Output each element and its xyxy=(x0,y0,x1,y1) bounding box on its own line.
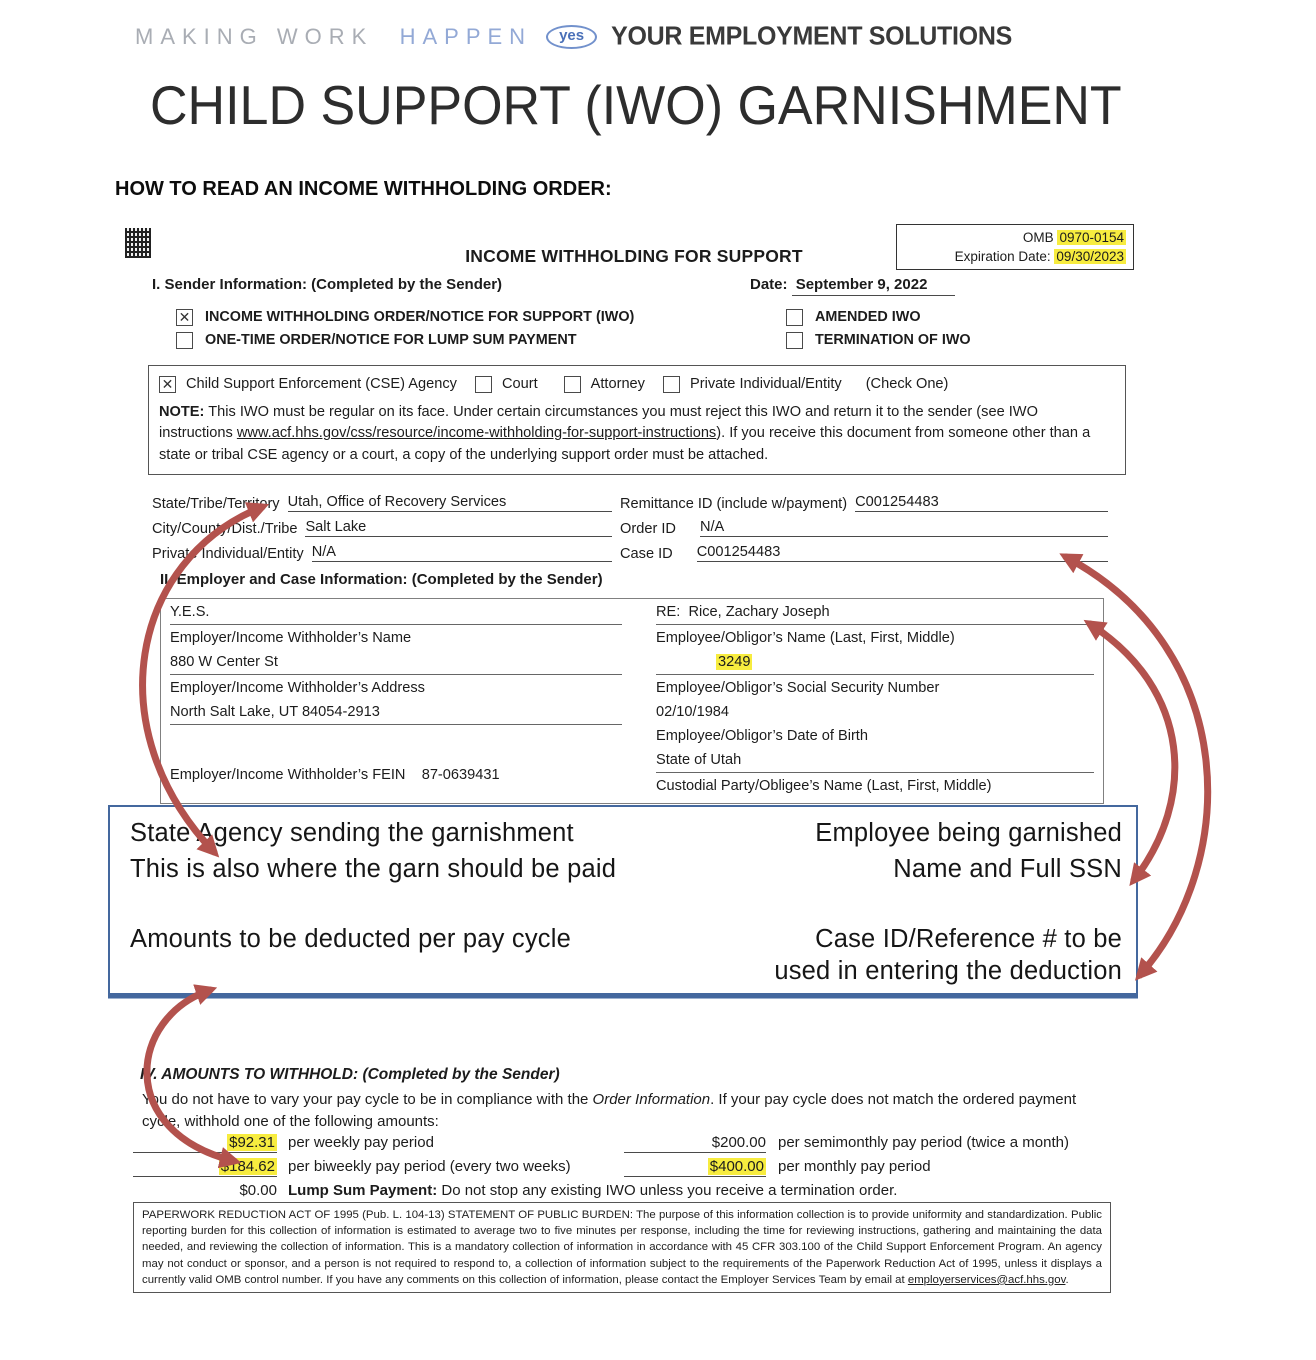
yes-logo-icon: yes xyxy=(546,25,597,49)
field-city-county xyxy=(152,519,612,537)
sender-id-fields-left xyxy=(152,494,612,569)
omb-number: 0970-0154 xyxy=(1059,230,1124,245)
omb-exp-label: Expiration Date: xyxy=(954,249,1051,264)
callout-state-agency: State Agency sending the garnishment xyxy=(130,819,574,847)
date-value: September 9, 2022 xyxy=(792,276,956,296)
annotation-callout-box xyxy=(108,805,1138,998)
weekly-amount: $92.31 xyxy=(229,1134,275,1151)
paperwork-body: The purpose of this information collection is to provide uniformity and standardization. Public reporting burden for this collection of information is estimated to average two to five minutes per response, including the time for reviewing instructions, gathering and maintaining the data needed, and reviewing the collection of information. This is a mandatory collection of information in accordance with 45 CFR 303.100 of the Child Support Enforcement Program. An agency may not conduct or sponsor, and a person is not required to respond to, a collection of information subject to the requirements of the Paperwork Reduction Act of 1995, unless it displays a currently valid OMB control number. If you have any comments on this collection of information, please contact the Employer Services Team by email at xyxy=(142,1209,1102,1286)
amended-checkbox-label: AMENDED IWO xyxy=(815,309,921,325)
omb-box xyxy=(896,224,1134,270)
field-remittance-id xyxy=(620,494,1108,512)
remittance-id-value: C001254483 xyxy=(855,494,1108,512)
fein-label: Employer/Income Withholder’s FEIN xyxy=(170,767,406,783)
field-case-id xyxy=(620,544,1108,562)
attorney-label: Attorney xyxy=(590,376,645,392)
para-pre: You do not have to vary your pay cycle to be in compliance with the xyxy=(142,1091,593,1108)
section1-heading: I. Sender Information: (Completed by the Sender) xyxy=(152,276,503,293)
monthly-label: per monthly pay period xyxy=(778,1158,931,1175)
sender-id-fields-right xyxy=(620,494,1108,569)
tagline-gray: MAKING WORK xyxy=(135,23,374,49)
note-label: NOTE: xyxy=(159,403,205,420)
amount-row-weekly xyxy=(114,1134,1114,1156)
date-label: Date: xyxy=(750,276,788,293)
date-line xyxy=(750,276,955,293)
court-checkbox xyxy=(475,376,492,393)
remittance-id-label: Remittance ID (include w/payment) xyxy=(620,496,848,512)
employer-services-email-link[interactable]: employerservices@acf.hhs.gov xyxy=(907,1273,1066,1286)
check-one-label: (Check One) xyxy=(865,376,949,392)
site-header xyxy=(135,22,1012,51)
order-id-label: Order ID xyxy=(620,521,676,537)
court-label: Court xyxy=(501,376,538,392)
callout-name-ssn: Name and Full SSN xyxy=(893,855,1122,883)
checkbox-row-lump xyxy=(176,332,736,349)
brand-tagline xyxy=(135,24,532,50)
iwo-form-document xyxy=(114,216,1138,1308)
fein-value: 87-0639431 xyxy=(421,767,500,783)
callout-case-ref-1: Case ID/Reference # to be xyxy=(815,925,1122,953)
paperwork-heading: PAPERWORK REDUCTION ACT OF 1995 (Pub. L. 104-13) STATEMENT OF PUBLIC BURDEN: xyxy=(142,1209,634,1221)
omb-number-line xyxy=(904,228,1126,247)
biweekly-amount: $184.62 xyxy=(220,1158,275,1175)
monthly-amount-cell xyxy=(624,1158,766,1177)
re-row xyxy=(656,602,1094,625)
omb-exp-line xyxy=(904,247,1126,266)
state-tribe-value: Utah, Office of Recovery Services xyxy=(288,494,612,512)
employer-case-box xyxy=(160,598,1104,804)
employer-address-label: Employer/Income Withholder’s Address xyxy=(170,680,425,696)
city-county-value: Salt Lake xyxy=(305,519,612,537)
employer-address2-value: North Salt Lake, UT 84054-2913 xyxy=(170,702,622,725)
lump-amount: $0.00 xyxy=(239,1182,277,1199)
checkbox-row-termination xyxy=(786,332,1106,349)
iwo-checkbox xyxy=(176,309,193,326)
lump-checkbox-label: ONE-TIME ORDER/NOTICE FOR LUMP SUM PAYMENT xyxy=(205,332,577,348)
lump-text: Do not stop any existing IWO unless you receive a termination order. xyxy=(437,1182,898,1199)
note-paragraph xyxy=(159,402,1115,467)
private-entity-value: N/A xyxy=(312,544,612,562)
weekly-label: per weekly pay period xyxy=(288,1134,434,1151)
checkbox-row-iwo xyxy=(176,309,736,326)
obligor-dob-value: 02/10/1984 xyxy=(656,704,730,720)
obligor-ssn-value: 3249 xyxy=(718,654,751,670)
employer-name-value: Y.E.S. xyxy=(170,602,622,625)
field-private-entity xyxy=(152,544,612,562)
omb-label: OMB xyxy=(1022,230,1058,245)
amount-row-lump xyxy=(114,1182,1114,1204)
termination-checkbox-label: TERMINATION OF IWO xyxy=(815,332,971,348)
amended-checkbox xyxy=(786,309,803,326)
monthly-amount: $400.00 xyxy=(709,1158,764,1175)
employer-name-label: Employer/Income Withholder’s Name xyxy=(170,630,412,646)
checkbox-row-amended xyxy=(786,309,1106,326)
note-text-post: ). If you receive this document from someone other than a state or tribal CSE agency or a court, a copy of the underlying support order must be attached. xyxy=(159,425,1091,463)
callout-case-ref-2: used in entering the deduction xyxy=(774,957,1122,985)
agency-note-box xyxy=(148,365,1126,475)
note-text-pre: This IWO must be regular on its face. Under certain circumstances you must reject this IWO and return it to the sender (see IWO instructions xyxy=(159,403,1038,441)
private-entity-checkbox xyxy=(663,376,680,393)
weekly-amount-cell xyxy=(133,1134,277,1153)
amount-row-biweekly xyxy=(114,1158,1114,1180)
section4-paragraph xyxy=(142,1089,1110,1133)
obligor-ssn-row xyxy=(656,652,1094,675)
tagline-blue: HAPPEN xyxy=(399,23,533,49)
obligor-dob-label: Employee/Obligor’s Date of Birth xyxy=(656,728,868,744)
para-post: . If your pay cycle does not match the ordered payment cycle, withhold one of the following amounts: xyxy=(142,1091,1077,1130)
omb-exp-date: 09/30/2023 xyxy=(1056,249,1124,264)
employer-fein-row xyxy=(170,767,500,783)
para-italic: Order Information xyxy=(592,1091,711,1108)
page-subtitle: HOW TO READ AN INCOME WITHHOLDING ORDER: xyxy=(115,178,612,200)
iwo-checkbox-label: INCOME WITHHOLDING ORDER/NOTICE FOR SUPPORT (IWO) xyxy=(205,309,635,325)
private-entity-label: Private Individual/Entity xyxy=(689,376,842,392)
re-label: RE: xyxy=(656,604,681,620)
page-title: CHILD SUPPORT (IWO) GARNISHMENT xyxy=(150,75,1122,137)
order-id-value: N/A xyxy=(700,519,1108,537)
callout-garn-paid: This is also where the garn should be paid xyxy=(130,855,617,883)
callout-employee-garnished: Employee being garnished xyxy=(815,819,1122,847)
cse-agency-checkbox xyxy=(159,376,176,393)
callout-amounts: Amounts to be deducted per pay cycle xyxy=(130,925,571,953)
form-title: INCOME WITHHOLDING FOR SUPPORT xyxy=(465,246,803,266)
iwo-instructions-link[interactable]: www.acf.hhs.gov/css/resource/income-withholding-for-support-instructions xyxy=(236,425,717,441)
obligor-name-label: Employee/Obligor’s Name (Last, First, Middle) xyxy=(656,630,955,646)
lump-amount-cell xyxy=(133,1182,277,1200)
city-county-label: City/County/Dist./Tribe xyxy=(152,521,298,537)
attorney-checkbox xyxy=(564,376,581,393)
employer-column xyxy=(170,602,622,728)
state-tribe-label: State/Tribe/Territory xyxy=(152,496,280,512)
biweekly-label: per biweekly pay period (every two weeks) xyxy=(288,1158,571,1175)
case-id-label: Case ID xyxy=(620,546,673,562)
obligor-name-value: Rice, Zachary Joseph xyxy=(688,604,830,620)
brand-name: YOUR EMPLOYMENT SOLUTIONS xyxy=(611,21,1012,51)
obligor-ssn-label: Employee/Obligor’s Social Security Number xyxy=(656,680,940,696)
paperwork-reduction-box xyxy=(133,1202,1111,1293)
lump-label-row xyxy=(288,1182,897,1199)
agency-checkbox-row xyxy=(159,374,1115,396)
lump-sum-checkbox xyxy=(176,332,193,349)
paperwork-end: . xyxy=(1065,1273,1069,1286)
semimonthly-amount-cell xyxy=(624,1134,766,1153)
employer-address-value: 880 W Center St xyxy=(170,652,622,675)
section4-heading: IV. AMOUNTS TO WITHHOLD: (Completed by the Sender) xyxy=(140,1066,560,1083)
lump-label: Lump Sum Payment: xyxy=(288,1182,438,1199)
qr-code-icon xyxy=(125,228,151,258)
section2-heading: II. Employer and Case Information: (Completed by the Sender) xyxy=(160,571,603,588)
semimonthly-amount: $200.00 xyxy=(711,1134,766,1151)
obligor-state-value: State of Utah xyxy=(656,750,1094,773)
termination-checkbox xyxy=(786,332,803,349)
custodial-party-label: Custodial Party/Obligee’s Name (Last, First, Middle) xyxy=(656,778,992,794)
semimonthly-label: per semimonthly pay period (twice a month) xyxy=(778,1134,1069,1151)
field-order-id xyxy=(620,519,1108,537)
field-state-tribe xyxy=(152,494,612,512)
obligor-column xyxy=(656,602,1094,800)
case-id-value: C001254483 xyxy=(697,544,1108,562)
private-entity-field-label: Private Individual/Entity xyxy=(152,546,304,562)
biweekly-amount-cell xyxy=(133,1158,277,1177)
cse-agency-label: Child Support Enforcement (CSE) Agency xyxy=(186,376,457,392)
